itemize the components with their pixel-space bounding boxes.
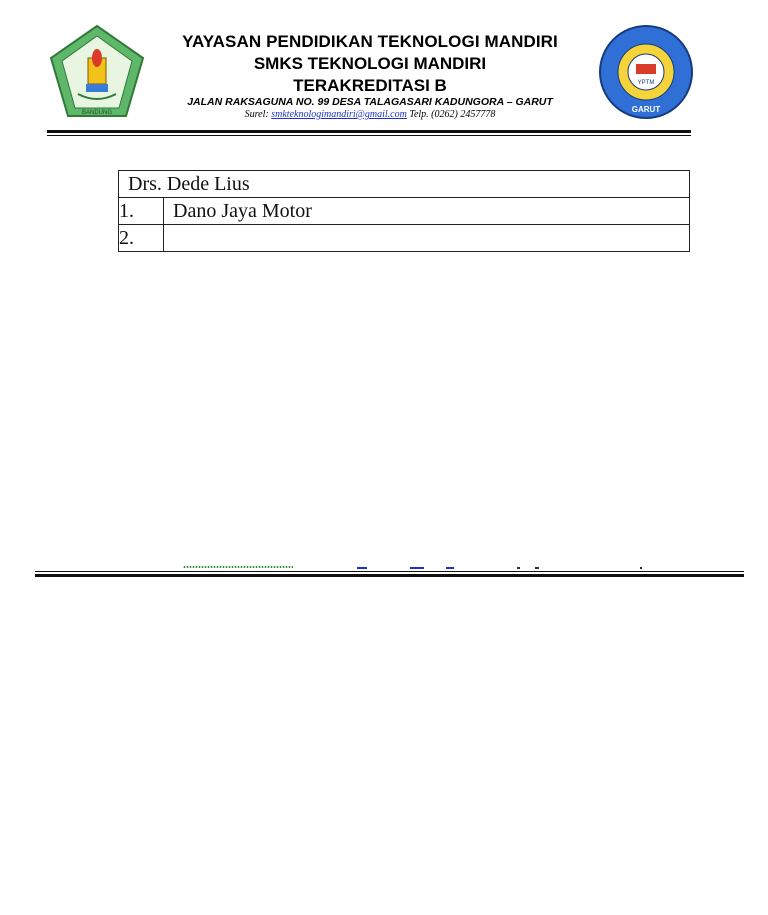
fragment-mark [535, 567, 539, 569]
fragment-mark [410, 567, 424, 569]
fragment-mark [517, 567, 520, 569]
fragment-mark [446, 567, 454, 569]
header-rule-thick [47, 130, 691, 133]
table-row [119, 225, 690, 252]
foundation-name: YAYASAN PENDIDIKAN TEKNOLOGI MANDIRI [182, 32, 558, 51]
address: JALAN RAKSAGUNA NO. 99 DESA TALAGASARI KADUNGORA – GARUT [187, 96, 553, 108]
fragment-mark [640, 567, 642, 569]
right-logo-bottom-text: GARUT [631, 105, 661, 114]
table-header-row [119, 171, 690, 198]
row-value [164, 225, 690, 252]
left-logo-bottom-text: BANDUNG [81, 110, 113, 116]
email-link[interactable]: smkteknologimandiri@gmail.com [271, 109, 407, 120]
table-header-cell: Drs. Dede Lius [119, 171, 690, 198]
row-number: 1. [119, 198, 164, 225]
email-label: Surel: [244, 109, 269, 120]
phone: Telp. (0262) 2457778 [409, 109, 496, 120]
right-logo-center-text: YPTM [637, 80, 655, 86]
accreditation: TERAKREDITASI B [293, 76, 447, 95]
foundation-logo [48, 24, 146, 120]
footer-rule-thick [35, 574, 744, 577]
header-rule-thin [47, 135, 691, 136]
fragment-mark [357, 567, 367, 569]
table-row [119, 198, 690, 225]
school-name: SMKS TEKNOLOGI MANDIRI [253, 54, 487, 73]
school-logo [598, 24, 694, 120]
footer-rule-thin [35, 571, 744, 572]
row-number: 2. [119, 225, 164, 252]
contact-line [150, 109, 590, 120]
names-table [118, 170, 690, 252]
dotted-fragment [183, 566, 293, 568]
letterhead [0, 0, 768, 140]
row-value: Dano Jaya Motor [164, 198, 690, 225]
